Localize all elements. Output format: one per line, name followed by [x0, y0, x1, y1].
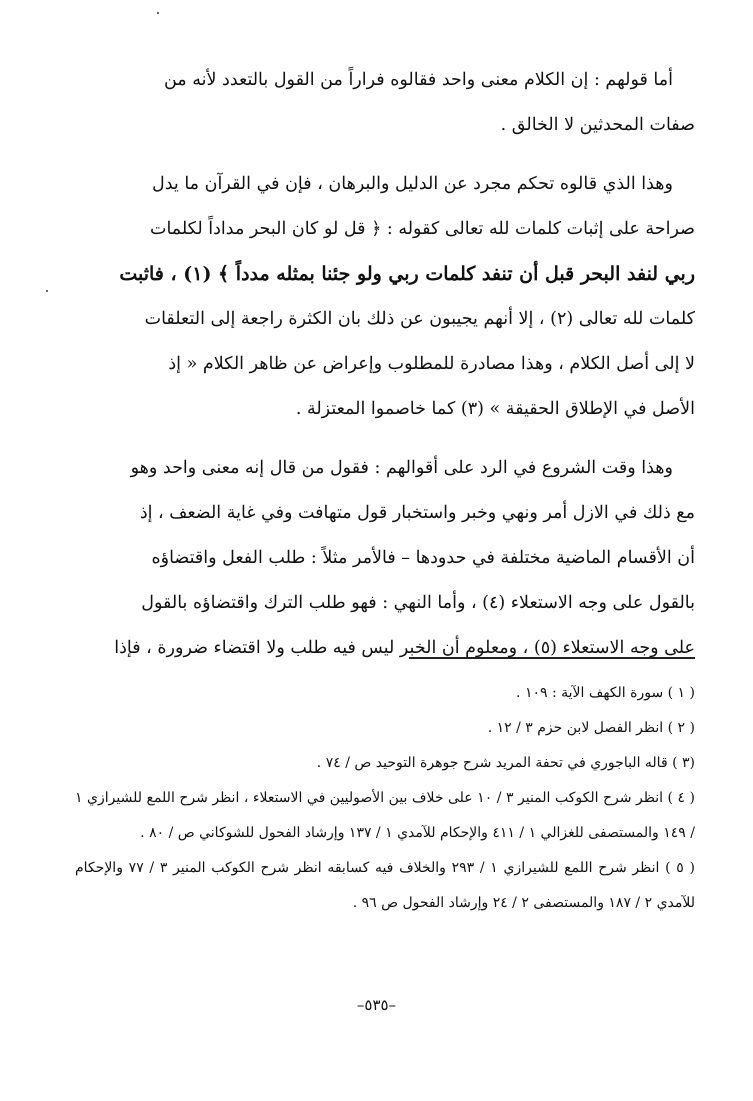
text-line: أن الأقسام الماضية مختلفة في حدودها – فالأمر مثلاً : طلب الفعل واقتضاؤه: [151, 548, 695, 568]
text-line: وهذا وقت الشروع في الرد على أقوالهم : فقول من قال إنه معنى واحد وهو: [130, 458, 673, 478]
footnote-5: ( ٥ ) انظر شرح اللمع للشيرازي ١ / ٢٩٣ والخلاف فيه كسابقه انظر شرح الكوكب المنير ٣ / ٧٧ والإحكام للآمدي ٢ / ١٨٧ والمستصفى ٢ / ٢٤ وإرشاد الفحول ص ٩٦ .: [75, 860, 695, 911]
quran-verse-line: ربي لنفد البحر قبل أن تنفد كلمات ربي ولو جئنا بمثله مدداً ﴾ (١) ، فاثبت: [119, 263, 695, 285]
page-number: –٥٣٥–: [356, 996, 397, 1014]
paragraph-3: [75, 446, 695, 671]
footnote-3: (٣ ) قاله الباجوري في تحفة المريد شرح جوهرة التوحيد ص / ٧٤ .: [316, 755, 695, 771]
text-line: لا إلى أصل الكلام ، وهذا مصادرة للمطلوب وإعراض عن ظاهر الكلام « إذ: [168, 354, 695, 374]
text-line: أما قولهم : إن الكلام معنى واحد فقالوه فراراً من القول بالتعدد لأنه من: [163, 70, 673, 90]
text-line: صفات المحدثين لا الخالق .: [500, 115, 695, 135]
footnote-1: ( ١ ) سورة الكهف الآية : ١٠٩ .: [516, 685, 695, 701]
text-line: مع ذلك في الازل أمر ونهي وخبر واستخبار قول متهافت وفي غاية الضعف ، إذ: [139, 503, 695, 523]
footnote-4: ( ٤ ) انظر شرح الكوكب المنير ٣ / ١٠ على خلاف بين الأصوليين في الاستعلاء ، انظر شرح اللمع للشيرازي ١ / ١٤٩ والمستصفى للغزالي ١ / ٤١١ والإحكام للآمدي ١ / ١٣٧ وإرشاد الفحول للشوكاني ص / ٨٠ .: [75, 790, 695, 841]
paragraph-1: [75, 58, 695, 148]
paragraph-2: [75, 162, 695, 432]
scan-speck: [46, 290, 48, 292]
text-line: كلمات لله تعالى (٢) ، إلا أنهم يجيبون عن ذلك بان الكثرة راجعة إلى التعلقات: [144, 309, 695, 329]
footnote-2: ( ٢ ) انظر الفصل لابن حزم ٣ / ١٢ .: [487, 720, 695, 736]
main-text: [75, 58, 695, 671]
footnotes: [75, 676, 695, 921]
footnote-divider: [409, 657, 695, 659]
text-line: صراحة على إثبات كلمات لله تعالى كقوله : ﴿ قل لو كان البحر مداداً لكلمات: [149, 219, 695, 239]
text-line: الأصل في الإطلاق الحقيقة » (٣) كما خاصموا المعتزلة .: [295, 399, 695, 419]
text-line: بالقول على وجه الاستعلاء (٤) ، وأما النهي : فهو طلب الترك واقتضاؤه بالقول: [141, 593, 695, 613]
text-line: وهذا الذي قالوه تحكم مجرد عن الدليل والبرهان ، فإن في القرآن ما يدل: [151, 174, 673, 194]
text-line: على وجه الاستعلاء (٥) ، ومعلوم أن الخبر ليس فيه طلب ولا اقتضاء ضرورة ، فإذا: [114, 638, 695, 658]
scan-speck: [157, 12, 159, 14]
